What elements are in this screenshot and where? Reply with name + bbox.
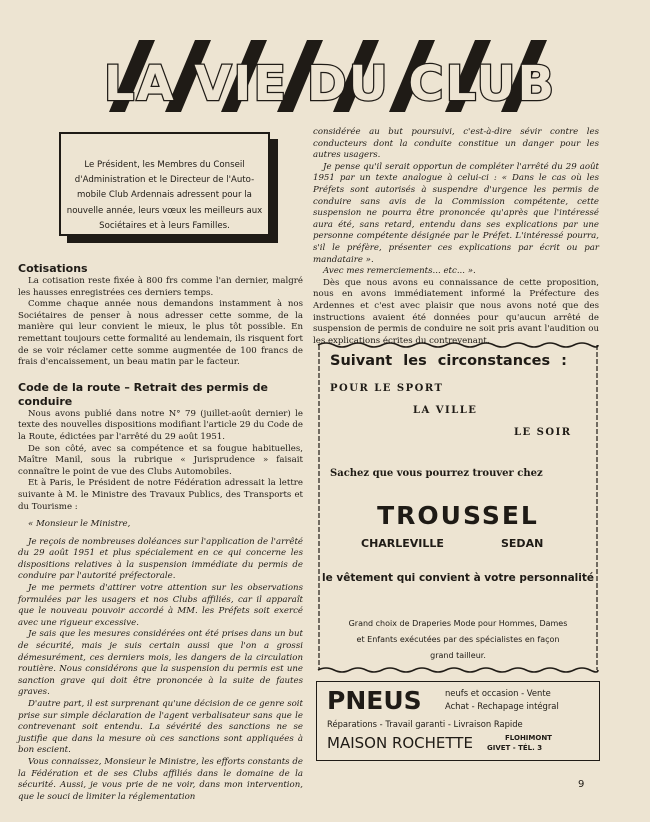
notice-line: Le Président, les Membres du Conseil — [84, 160, 245, 170]
section-banner — [95, 34, 565, 114]
ad-tagline: le vêtement qui convient à votre personnalité — [322, 572, 594, 584]
ad-sachez: Sachez que vous pourrez trouver chez — [330, 468, 543, 479]
letter-paragraph: D'autre part, il est surprenant qu'une décision de ce genre soit prise sur simple déclaration de l'agent verbalisateur sans que le contrevenant soit entendu. La sévérité des sanctions ne se justifie que dans la mesure où ces sanctions sont appliquées à bon escient. — [18, 699, 303, 756]
cotisations-paragraph: La cotisation reste fixée à 800 frs comme l'an dernier, malgré les hausses enregistrées ces derniers temps. — [18, 276, 303, 298]
letter-paragraph: considérée au but poursuivi, c'est-à-dire sévir contre les conducteurs dont la conduite constitue un danger pour les autres usagers. — [313, 127, 599, 161]
ad-city-charleville: CHARLEVILLE — [361, 537, 444, 550]
letter-paragraph: Je sais que les mesures considérées ont été prises dans un but de sécurité, mais je suis certain aussi que l'on a grossi démesurément, ces derniers mois, les dangers de la circulation routière. Nous considérons que la suspension du permis est une sanction grave qui doit être prononcée à la suite de fautes graves. — [18, 629, 303, 698]
letter-paragraph: Je pense qu'il serait opportun de compléter l'arrêté du 29 août 1951 par un texte analogue à celui-ci : « Dans le cas où les Préfets sont autorisés à suspendre d'urgence les permis de conduire sans avis de la Commission compétente, cette suspension ne pourra être prononcée qu'après que l'intéressé aura été, sans retard, entendu dans ses explications par une personne compétente désignée par le Préfet. L'intéressé pourra, s'il le préfère, présenter ces explications par écrit ou par mandataire ». — [313, 161, 599, 265]
page-title: LA VIE DU CLUB — [103, 56, 557, 112]
ad-choix-line: Grand choix de Draperies Mode pour Hommes, Dames — [348, 619, 568, 628]
new-year-notice — [59, 132, 270, 236]
pneus-brand: PNEUS — [327, 686, 422, 715]
code-paragraph: Nous avons publié dans notre N° 79 (juillet-août dernier) le texte des nouvelles dispositions modifiant l'article 29 du Code de la Route, édictées par l'arrêté du 29 août 1951. — [18, 408, 303, 442]
page-number: 9 — [578, 779, 585, 790]
pneus-city: FLOHIMONT — [505, 734, 552, 742]
pneus-company: MAISON ROCHETTE — [327, 734, 473, 752]
left-column — [18, 262, 303, 803]
pneus-services: Réparations - Travail garanti - Livraison Rapide — [327, 719, 523, 729]
body-paragraph: Dès que nous avons eu connaissance de cette proposition, nous en avons immédiatement informé la Préfecture des Ardennes et c'est avec plaisir que nous avons noté que des instructions avaient été données pour qu'aucun arrêté de suspension de permis de conduire ne soit pris avant l'audition ou les explications écrites du contrevenant. — [313, 277, 599, 346]
right-column — [313, 127, 599, 347]
pneus-city: GIVET - TÉL. 3 — [487, 744, 543, 752]
troussel-advertisement — [316, 341, 600, 674]
ad-line-sport: POUR LE SPORT — [330, 383, 444, 394]
pneus-line: neufs et occasion - Vente — [445, 688, 551, 698]
letter-salutation: « Monsieur le Ministre, — [28, 519, 131, 530]
pneus-advertisement — [316, 681, 600, 761]
letter-paragraph: Je reçois de nombreuses doléances sur l'application de l'arrêté du 29 août 1951 et plus spécialement en ce qui concerne les dispositions relatives à la suspension immédiate du permis de conduire par l'autorité préfectorale. — [18, 536, 303, 582]
ad-choix-line: grand tailleur. — [430, 651, 486, 660]
notice-line: Sociétaires et à leurs Familles. — [99, 220, 230, 231]
code-heading: Code de la route – Retrait des permis de conduire — [18, 380, 268, 408]
code-paragraph: Et à Paris, le Président de notre Fédération adressait la lettre suivante à M. le Ministre des Travaux Publics, des Transports et du Tourisme : — [18, 478, 303, 512]
letter-closing: Avec mes remerciements... etc... ». — [323, 266, 476, 277]
pneus-line: Achat - Rechapage intégral — [445, 701, 559, 711]
ad-city-sedan: SEDAN — [501, 537, 544, 550]
letter-paragraph: Vous connaissez, Monsieur le Ministre, les efforts constants de la Fédération et de ses Clubs affiliés dans le domaine de la sécurité. Aussi, je vous prie de ne voir, dans mon intervention, que le souci de limiter la réglementation — [18, 756, 303, 802]
letter-paragraph: Je me permets d'attirer votre attention sur les observations formulées par les usagers et nos Clubs affiliés, car il apparaît que le nouveau pouvoir accordé à MM. les Préfets soit exercé avec une rigueur excessive. — [18, 583, 303, 628]
ad-line-ville: LA VILLE — [413, 405, 478, 416]
ad-brand: TROUSSEL — [377, 501, 539, 530]
cotisations-paragraph: Comme chaque année nous demandons instamment à nos Sociétaires de penser à nous adresser cette somme, de la manière qui leur convient le mieux, le plus tôt possible. En remettant toujours cette formalité au lendemain, ils risquent fort de se voir réclamer cette somme augmentée de 100 francs de frais d'encaissement, un beau matin par le facteur. — [18, 299, 303, 368]
ad-headline: Suivant les circonstances : — [330, 353, 567, 369]
notice-line: nouvelle année, leurs vœux les meilleurs aux — [66, 205, 263, 216]
ad-line-soir: LE SOIR — [514, 427, 572, 438]
code-paragraph: De son côté, avec sa compétence et sa fougue habituelles, Maître Manil, sous la rubrique « Jurisprudence » faisait connaître le point de vue des Clubs Automobiles. — [18, 443, 303, 477]
notice-line: d'Administration et le Directeur de l'Auto- — [74, 175, 255, 186]
notice-line: mobile Club Ardennais adressent pour la — [77, 190, 252, 201]
cotisations-heading: Cotisations — [18, 262, 88, 275]
ad-choix-line: et Enfants exécutées par des spécialistes en façon — [356, 635, 560, 644]
